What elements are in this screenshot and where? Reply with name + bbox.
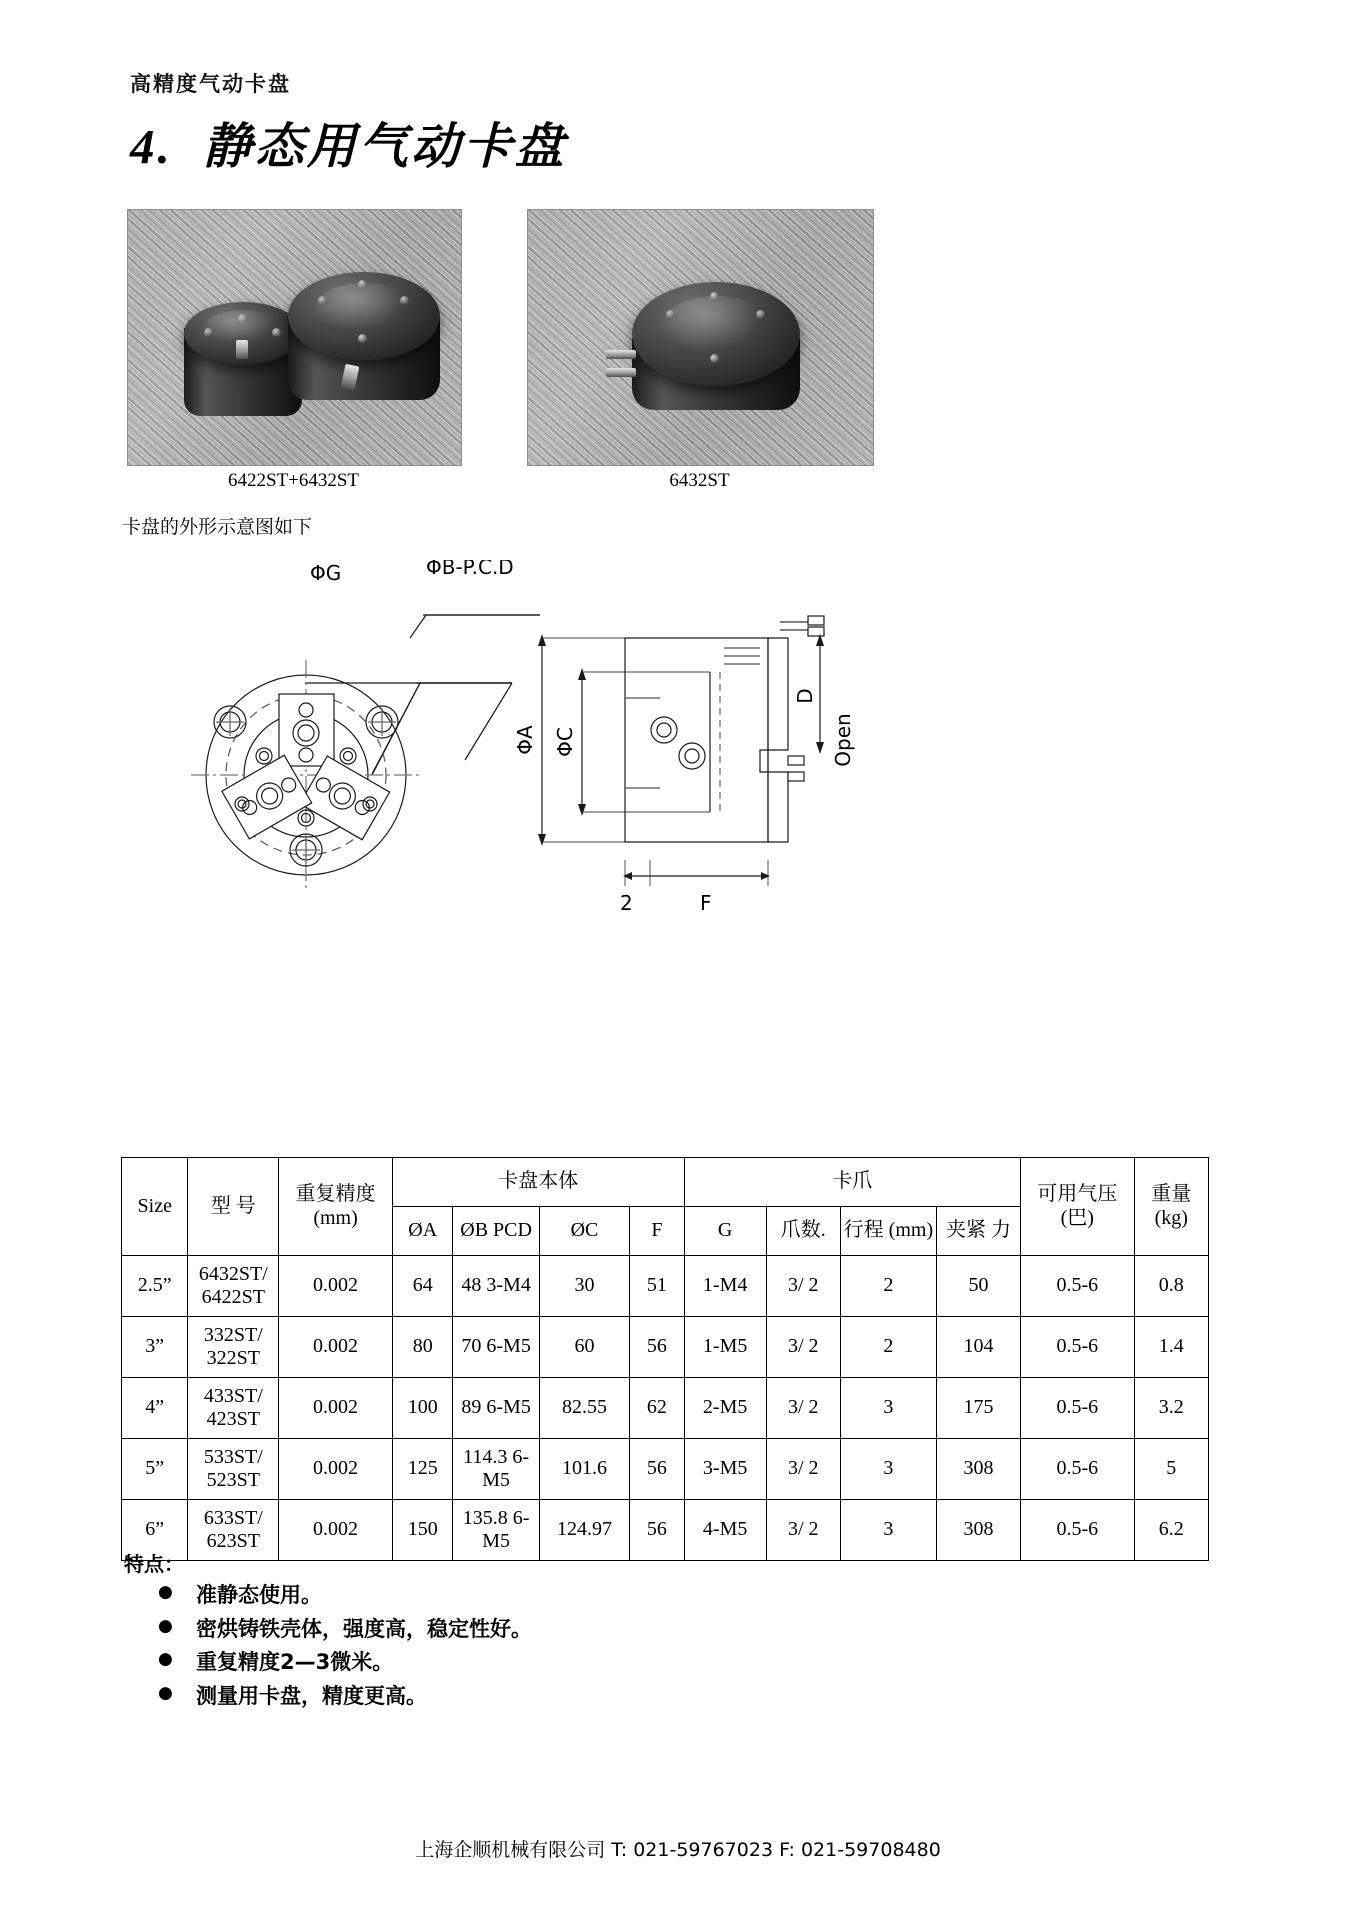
chuck-bolt xyxy=(358,280,367,289)
cell-model-line1: 6432ST/ xyxy=(198,1262,268,1285)
cell-clamping-force: 104 xyxy=(936,1317,1020,1378)
cell-weight: 1.4 xyxy=(1134,1317,1208,1378)
cell-model-line1: 332ST/ xyxy=(203,1323,263,1346)
header-repeatability-text: 重复精度 xyxy=(295,1183,376,1206)
cell-diameter-b-line1: 89 xyxy=(461,1396,482,1419)
cell-diameter-a: 125 xyxy=(392,1439,453,1500)
label-phi-a: ΦA xyxy=(513,725,537,755)
header-repeatability-unit: (mm) xyxy=(313,1206,358,1229)
features-title: 特点： xyxy=(124,1552,184,1576)
cell-diameter-c: 30 xyxy=(539,1256,629,1317)
cell-diameter-c: 101.6 xyxy=(539,1439,629,1500)
cell-model xyxy=(188,1317,279,1378)
chuck-bolt xyxy=(756,310,765,319)
list-item: ● 准静态使用。 xyxy=(158,1579,532,1613)
cell-jaw-count-line1: 3/ xyxy=(787,1457,804,1480)
product-photo-right xyxy=(527,209,874,466)
cell-f: 51 xyxy=(630,1256,684,1317)
cell-diameter-b-line2: 3-M4 xyxy=(486,1274,531,1297)
features-section xyxy=(124,1548,532,1713)
label-phi-b-pcd: ΦB-P.C.D xyxy=(426,560,514,579)
chuck-bolt xyxy=(318,296,327,305)
header-jaw-count: 爪数. xyxy=(766,1207,840,1256)
header-diameter-b-text: ØB xyxy=(460,1219,489,1242)
cell-jaw-count-line2: 2 xyxy=(808,1274,819,1297)
cell-diameter-b-line2: 6-M5 xyxy=(482,1506,530,1552)
cell-model-line2: 523ST xyxy=(206,1469,260,1491)
cell-repeatability: 0.002 xyxy=(279,1317,393,1378)
label-open: Open xyxy=(831,713,855,767)
cell-jaw-count-line1: 3/ xyxy=(787,1518,804,1541)
air-fitting xyxy=(606,368,636,377)
chuck-right xyxy=(288,272,440,360)
table-row xyxy=(122,1256,1209,1317)
chuck-bolt xyxy=(400,296,409,305)
jaw-lower-left xyxy=(300,756,390,840)
cell-jaw-count xyxy=(766,1500,840,1561)
header-pressure-text: 可用气压 xyxy=(1037,1183,1118,1206)
cell-diameter-b-line1: 135.8 xyxy=(462,1506,508,1529)
cell-diameter-c: 124.97 xyxy=(539,1500,629,1561)
header-stroke-unit: (mm) xyxy=(888,1219,934,1242)
cell-jaw-count-line2: 2 xyxy=(808,1335,819,1358)
chuck-bolt xyxy=(358,334,367,343)
cell-size: 2.5” xyxy=(122,1256,188,1317)
chuck-bolt xyxy=(204,328,213,337)
lead-text: 卡盘的外形示意图如下 xyxy=(122,516,313,538)
cell-diameter-b-line1: 70 xyxy=(461,1335,482,1358)
right-step-top xyxy=(768,638,788,750)
cell-jaw-count-line2: 2 xyxy=(808,1518,819,1541)
body-outline xyxy=(625,638,768,842)
list-item: ● 重复精度2—3微米。 xyxy=(158,1646,532,1680)
cell-stroke: 3 xyxy=(840,1378,936,1439)
cell-pressure: 0.5-6 xyxy=(1021,1317,1135,1378)
cell-model-line2: 6422ST xyxy=(201,1286,265,1308)
cell-clamping-force: 50 xyxy=(936,1256,1020,1317)
cell-model-line2: 322ST xyxy=(206,1347,260,1369)
technical-drawing xyxy=(120,560,1230,935)
label-two: 2 xyxy=(620,891,633,915)
table-body xyxy=(122,1256,1209,1561)
header-group-jaw: 卡爪 xyxy=(684,1158,1020,1207)
jaw-lower-right xyxy=(222,755,312,839)
cell-jaw-count xyxy=(766,1439,840,1500)
header-diameter-c: ØC xyxy=(539,1207,629,1256)
cell-model xyxy=(188,1256,279,1317)
cell-diameter-b xyxy=(453,1256,539,1317)
header-weight-text: 重量 xyxy=(1151,1183,1192,1206)
cell-model xyxy=(188,1378,279,1439)
label-f: F xyxy=(700,891,712,915)
cell-diameter-a: 80 xyxy=(392,1317,453,1378)
cell-g: 1-M4 xyxy=(684,1256,766,1317)
header-repeatability xyxy=(279,1158,393,1256)
cell-g: 1-M5 xyxy=(684,1317,766,1378)
cell-jaw-count-line2: 2 xyxy=(808,1457,819,1480)
chuck-bolt xyxy=(666,310,675,319)
chuck-bolt xyxy=(238,314,247,323)
header-clamping-force-text: 夹紧 xyxy=(945,1219,986,1242)
page-title xyxy=(130,108,567,178)
table-row xyxy=(122,1317,1209,1378)
header-weight xyxy=(1134,1158,1208,1256)
cell-jaw-count xyxy=(766,1378,840,1439)
page-footer: 上海企顺机械有限公司 T: 021-59767023 F: 021-59708480 xyxy=(415,1839,941,1861)
cell-g: 4-M5 xyxy=(684,1500,766,1561)
cell-stroke: 2 xyxy=(840,1256,936,1317)
cell-stroke: 2 xyxy=(840,1317,936,1378)
cell-jaw-count-line1: 3/ xyxy=(787,1274,804,1297)
header-model: 型 号 xyxy=(188,1158,279,1256)
cell-diameter-b-line1: 114.3 xyxy=(463,1445,508,1468)
cell-jaw-count-line2: 2 xyxy=(808,1396,819,1419)
cell-repeatability: 0.002 xyxy=(279,1439,393,1500)
features-list xyxy=(124,1579,532,1713)
header-stroke-text: 行程 xyxy=(843,1219,884,1242)
cell-diameter-b-line2: 6-M5 xyxy=(482,1445,530,1491)
header-diameter-b-sub: PCD xyxy=(493,1219,532,1242)
photo-caption-right: 6432ST xyxy=(669,470,730,491)
cell-size: 6” xyxy=(122,1500,188,1561)
jaw-top xyxy=(279,694,334,766)
cell-f: 56 xyxy=(630,1500,684,1561)
cell-weight: 0.8 xyxy=(1134,1256,1208,1317)
cell-diameter-b xyxy=(453,1378,539,1439)
cell-f: 56 xyxy=(630,1439,684,1500)
cell-diameter-a: 64 xyxy=(392,1256,453,1317)
cell-weight: 6.2 xyxy=(1134,1500,1208,1561)
cell-jaw-count xyxy=(766,1317,840,1378)
cell-diameter-b-line2: 6-M5 xyxy=(486,1335,531,1358)
cell-repeatability: 0.002 xyxy=(279,1378,393,1439)
cell-g: 2-M5 xyxy=(684,1378,766,1439)
cell-size: 4” xyxy=(122,1378,188,1439)
cell-diameter-c: 60 xyxy=(539,1317,629,1378)
specification-table xyxy=(121,1157,1209,1561)
chuck-bolt xyxy=(710,292,719,301)
cell-f: 62 xyxy=(630,1378,684,1439)
chuck-bolt xyxy=(272,328,281,337)
air-fitting xyxy=(236,340,248,359)
cell-stroke: 3 xyxy=(840,1439,936,1500)
cell-stroke: 3 xyxy=(840,1500,936,1561)
header-pressure-unit: (巴) xyxy=(1060,1206,1094,1229)
cell-jaw-count-line1: 3/ xyxy=(787,1396,804,1419)
cell-diameter-b-line2: 6-M5 xyxy=(486,1396,531,1419)
running-head: 高精度气动卡盘 xyxy=(130,72,291,96)
cell-weight: 3.2 xyxy=(1134,1378,1208,1439)
table-header-row-1 xyxy=(122,1158,1209,1207)
air-ports-lower xyxy=(788,756,804,781)
label-phi-g: ΦG xyxy=(310,561,342,585)
header-clamping-force xyxy=(936,1207,1020,1256)
cell-f: 56 xyxy=(630,1317,684,1378)
header-g: G xyxy=(684,1207,766,1256)
chuck-bolt xyxy=(710,354,719,363)
cell-diameter-c: 82.55 xyxy=(539,1378,629,1439)
cell-model-line1: 633ST/ xyxy=(203,1506,263,1529)
label-d: D xyxy=(793,688,817,704)
header-pressure xyxy=(1021,1158,1135,1256)
cell-clamping-force: 308 xyxy=(936,1439,1020,1500)
cell-model-line2: 623ST xyxy=(206,1530,260,1552)
header-weight-unit: (kg) xyxy=(1154,1206,1188,1229)
header-stroke xyxy=(840,1207,936,1256)
header-diameter-a: ØA xyxy=(392,1207,453,1256)
cell-diameter-a: 150 xyxy=(392,1500,453,1561)
cell-diameter-b xyxy=(453,1439,539,1500)
header-clamping-force-text2: 力 xyxy=(990,1219,1011,1242)
air-ports xyxy=(724,616,824,664)
cell-repeatability: 0.002 xyxy=(279,1256,393,1317)
photo-caption-left: 6422ST+6432ST xyxy=(227,470,360,491)
cell-model-line1: 533ST/ xyxy=(203,1445,263,1468)
cell-pressure: 0.5-6 xyxy=(1021,1378,1135,1439)
cell-jaw-count xyxy=(766,1256,840,1317)
chuck-front xyxy=(632,282,800,386)
cell-clamping-force: 175 xyxy=(936,1378,1020,1439)
cell-size: 3” xyxy=(122,1317,188,1378)
air-fitting xyxy=(606,350,636,359)
cell-clamping-force: 308 xyxy=(936,1500,1020,1561)
cell-jaw-count-line1: 3/ xyxy=(787,1335,804,1358)
product-photo-left xyxy=(127,209,462,466)
cell-diameter-b xyxy=(453,1317,539,1378)
header-size: Size xyxy=(122,1158,188,1256)
chapter-number: 4. xyxy=(130,119,173,174)
cell-weight: 5 xyxy=(1134,1439,1208,1500)
cell-model-line1: 433ST/ xyxy=(203,1384,263,1407)
cell-repeatability: 0.002 xyxy=(279,1500,393,1561)
cell-pressure: 0.5-6 xyxy=(1021,1256,1135,1317)
chapter-title-text: 静态用气动卡盘 xyxy=(202,119,567,174)
cell-g: 3-M5 xyxy=(684,1439,766,1500)
cell-pressure: 0.5-6 xyxy=(1021,1500,1135,1561)
list-item: ● 测量用卡盘，精度更高。 xyxy=(158,1680,532,1714)
header-f: F xyxy=(630,1207,684,1256)
header-diameter-b xyxy=(453,1207,539,1256)
cell-model xyxy=(188,1439,279,1500)
header-group-body: 卡盘本体 xyxy=(392,1158,684,1207)
cell-diameter-b-line1: 48 xyxy=(461,1274,482,1297)
table-row xyxy=(122,1378,1209,1439)
cell-model-line2: 423ST xyxy=(206,1408,260,1430)
table-row xyxy=(122,1439,1209,1500)
label-phi-c: ΦC xyxy=(553,727,577,757)
cell-diameter-a: 100 xyxy=(392,1378,453,1439)
list-item: ● 密烘铸铁壳体，强度高，稳定性好。 xyxy=(158,1613,532,1647)
cell-pressure: 0.5-6 xyxy=(1021,1439,1135,1500)
cell-size: 5” xyxy=(122,1439,188,1500)
